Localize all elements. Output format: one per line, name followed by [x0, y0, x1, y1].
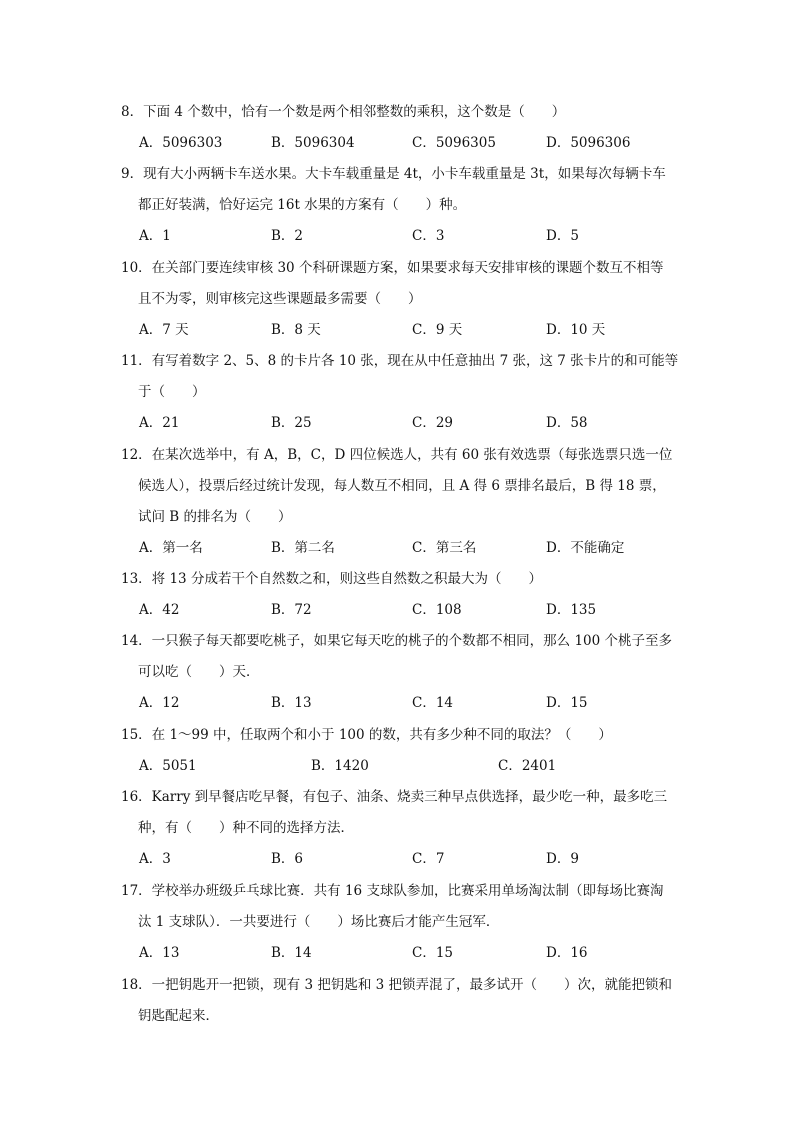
options-row: [121, 844, 681, 875]
question-text-cont: 于（ ）: [138, 384, 206, 400]
options-row: [121, 688, 681, 719]
question-16: [121, 782, 681, 875]
question-17: [121, 876, 681, 969]
option-c: C．108: [412, 602, 462, 618]
option-c: C．9 天: [412, 322, 463, 338]
question-text-cont: 试问 B 的排名为（ ）: [138, 509, 292, 525]
options-row: [121, 595, 681, 626]
question-14: [121, 626, 681, 719]
question-18: [121, 970, 681, 1032]
option-c: C．3: [412, 228, 445, 244]
option-a: A．5096303: [139, 135, 223, 151]
option-a: A．5051: [139, 758, 197, 774]
question-text: 15．在 1～99 中，任取两个和小于 100 的数，共有多少种不同的取法？（ ）: [121, 727, 612, 743]
option-b: B．第二名: [271, 540, 335, 556]
question-text: 14．一只猴子每天都要吃桃子，如果它每天吃的桃子的个数都不相同，那么 100 个桃子至多: [121, 633, 673, 649]
option-c: C．5096305: [412, 135, 496, 151]
options-row: [121, 315, 681, 346]
options-row: [121, 938, 681, 969]
option-d: D．5096306: [546, 135, 631, 151]
option-b: B．6: [271, 851, 304, 867]
option-d: D．16: [546, 945, 588, 961]
question-text: 13．将 13 分成若干个自然数之和，则这些自然数之积最大为（ ）: [121, 571, 542, 587]
option-b: B．14: [271, 945, 312, 961]
question-text-cont: 种，有（ ）种不同的选择方法．: [138, 820, 354, 836]
option-a: A．13: [139, 945, 180, 961]
question-text-cont: 汰 1 支球队）．一共要进行（ ）场比赛后才能产生冠军．: [138, 914, 500, 930]
question-text: 16．Karry 到早餐店吃早餐，有包子、油条、烧卖三种早点供选择，最少吃一种，最多吃三: [121, 789, 668, 805]
option-b: B．8 天: [271, 322, 321, 338]
option-c: C．2401: [498, 758, 557, 774]
question-text: 12．在某次选举中，有 A，B，C，D 四位候选人，共有 60 张有效选票（每张选票只选一位: [121, 447, 673, 463]
option-a: A．1: [139, 228, 171, 244]
question-text: 9．现有大小两辆卡车送水果。大卡车载重量是 4t，小卡车载重量是 3t，如果每次每辆卡车: [121, 166, 666, 182]
options-row: [121, 408, 681, 439]
option-d: D．10 天: [546, 322, 606, 338]
option-c: C．15: [412, 945, 454, 961]
option-a: A．21: [139, 415, 180, 431]
option-a: A．第一名: [139, 540, 203, 556]
options-row: [121, 533, 681, 564]
option-a: A．3: [139, 851, 171, 867]
option-d: D．15: [546, 695, 588, 711]
option-d: D．135: [546, 602, 597, 618]
option-c: C．第三名: [412, 540, 477, 556]
question-text-cont: 钥匙配起来．: [138, 1008, 219, 1024]
question-11: [121, 346, 681, 439]
option-d: D．5: [546, 228, 579, 244]
options-row: [121, 128, 681, 159]
question-text-cont: 且不为零，则审核完这些课题最多需要（ ）: [138, 291, 422, 307]
option-d: D．9: [546, 851, 579, 867]
option-a: A．12: [139, 695, 180, 711]
question-8: [121, 97, 681, 159]
option-b: B．72: [271, 602, 312, 618]
option-c: C．7: [412, 851, 445, 867]
question-10: [121, 253, 681, 346]
options-row: [121, 221, 681, 252]
question-13: [121, 564, 681, 626]
question-text-cont: 可以吃（ ）天．: [138, 664, 260, 680]
option-b: B．5096304: [271, 135, 355, 151]
option-d: D．58: [546, 415, 588, 431]
question-text: 17．学校举办班级乒乓球比赛．共有 16 支球队参加，比赛采用单场淘汰制（即每场比赛淘: [121, 883, 664, 899]
question-text-cont: 都正好装满，恰好运完 16t 水果的方案有（ ）种。: [138, 197, 467, 213]
question-text-cont: 候选人），投票后经过统计发现，每人数互不相同，且 A 得 6 票排名最后，B 得 18 票，: [138, 478, 666, 494]
question-text: 8．下面 4 个数中，恰有一个数是两个相邻整数的乘积，这个数是（ ）: [121, 104, 566, 120]
question-9: [121, 159, 681, 252]
option-c: C．29: [412, 415, 454, 431]
option-d: D．不能确定: [546, 540, 625, 556]
option-b: B．13: [271, 695, 312, 711]
question-text: 18．一把钥匙开一把锁，现有 3 把钥匙和 3 把锁弄混了，最多试开（ ）次，就能把锁和: [121, 977, 673, 993]
option-b: B．2: [271, 228, 304, 244]
options-row: [121, 751, 681, 782]
option-b: B．1420: [311, 758, 369, 774]
option-a: A．42: [139, 602, 180, 618]
question-text: 11．有写着数字 2、5、8 的卡片各 10 张，现在从中任意抽出 7 张，这 7 张卡片的和可能等: [121, 353, 679, 369]
question-text: 10．在关部门要连续审核 30 个科研课题方案，如果要求每天安排审核的课题个数互不相等: [121, 260, 664, 276]
option-c: C．14: [412, 695, 454, 711]
option-b: B．25: [271, 415, 312, 431]
question-12: [121, 440, 681, 564]
option-a: A．7 天: [139, 322, 189, 338]
question-15: [121, 720, 681, 782]
